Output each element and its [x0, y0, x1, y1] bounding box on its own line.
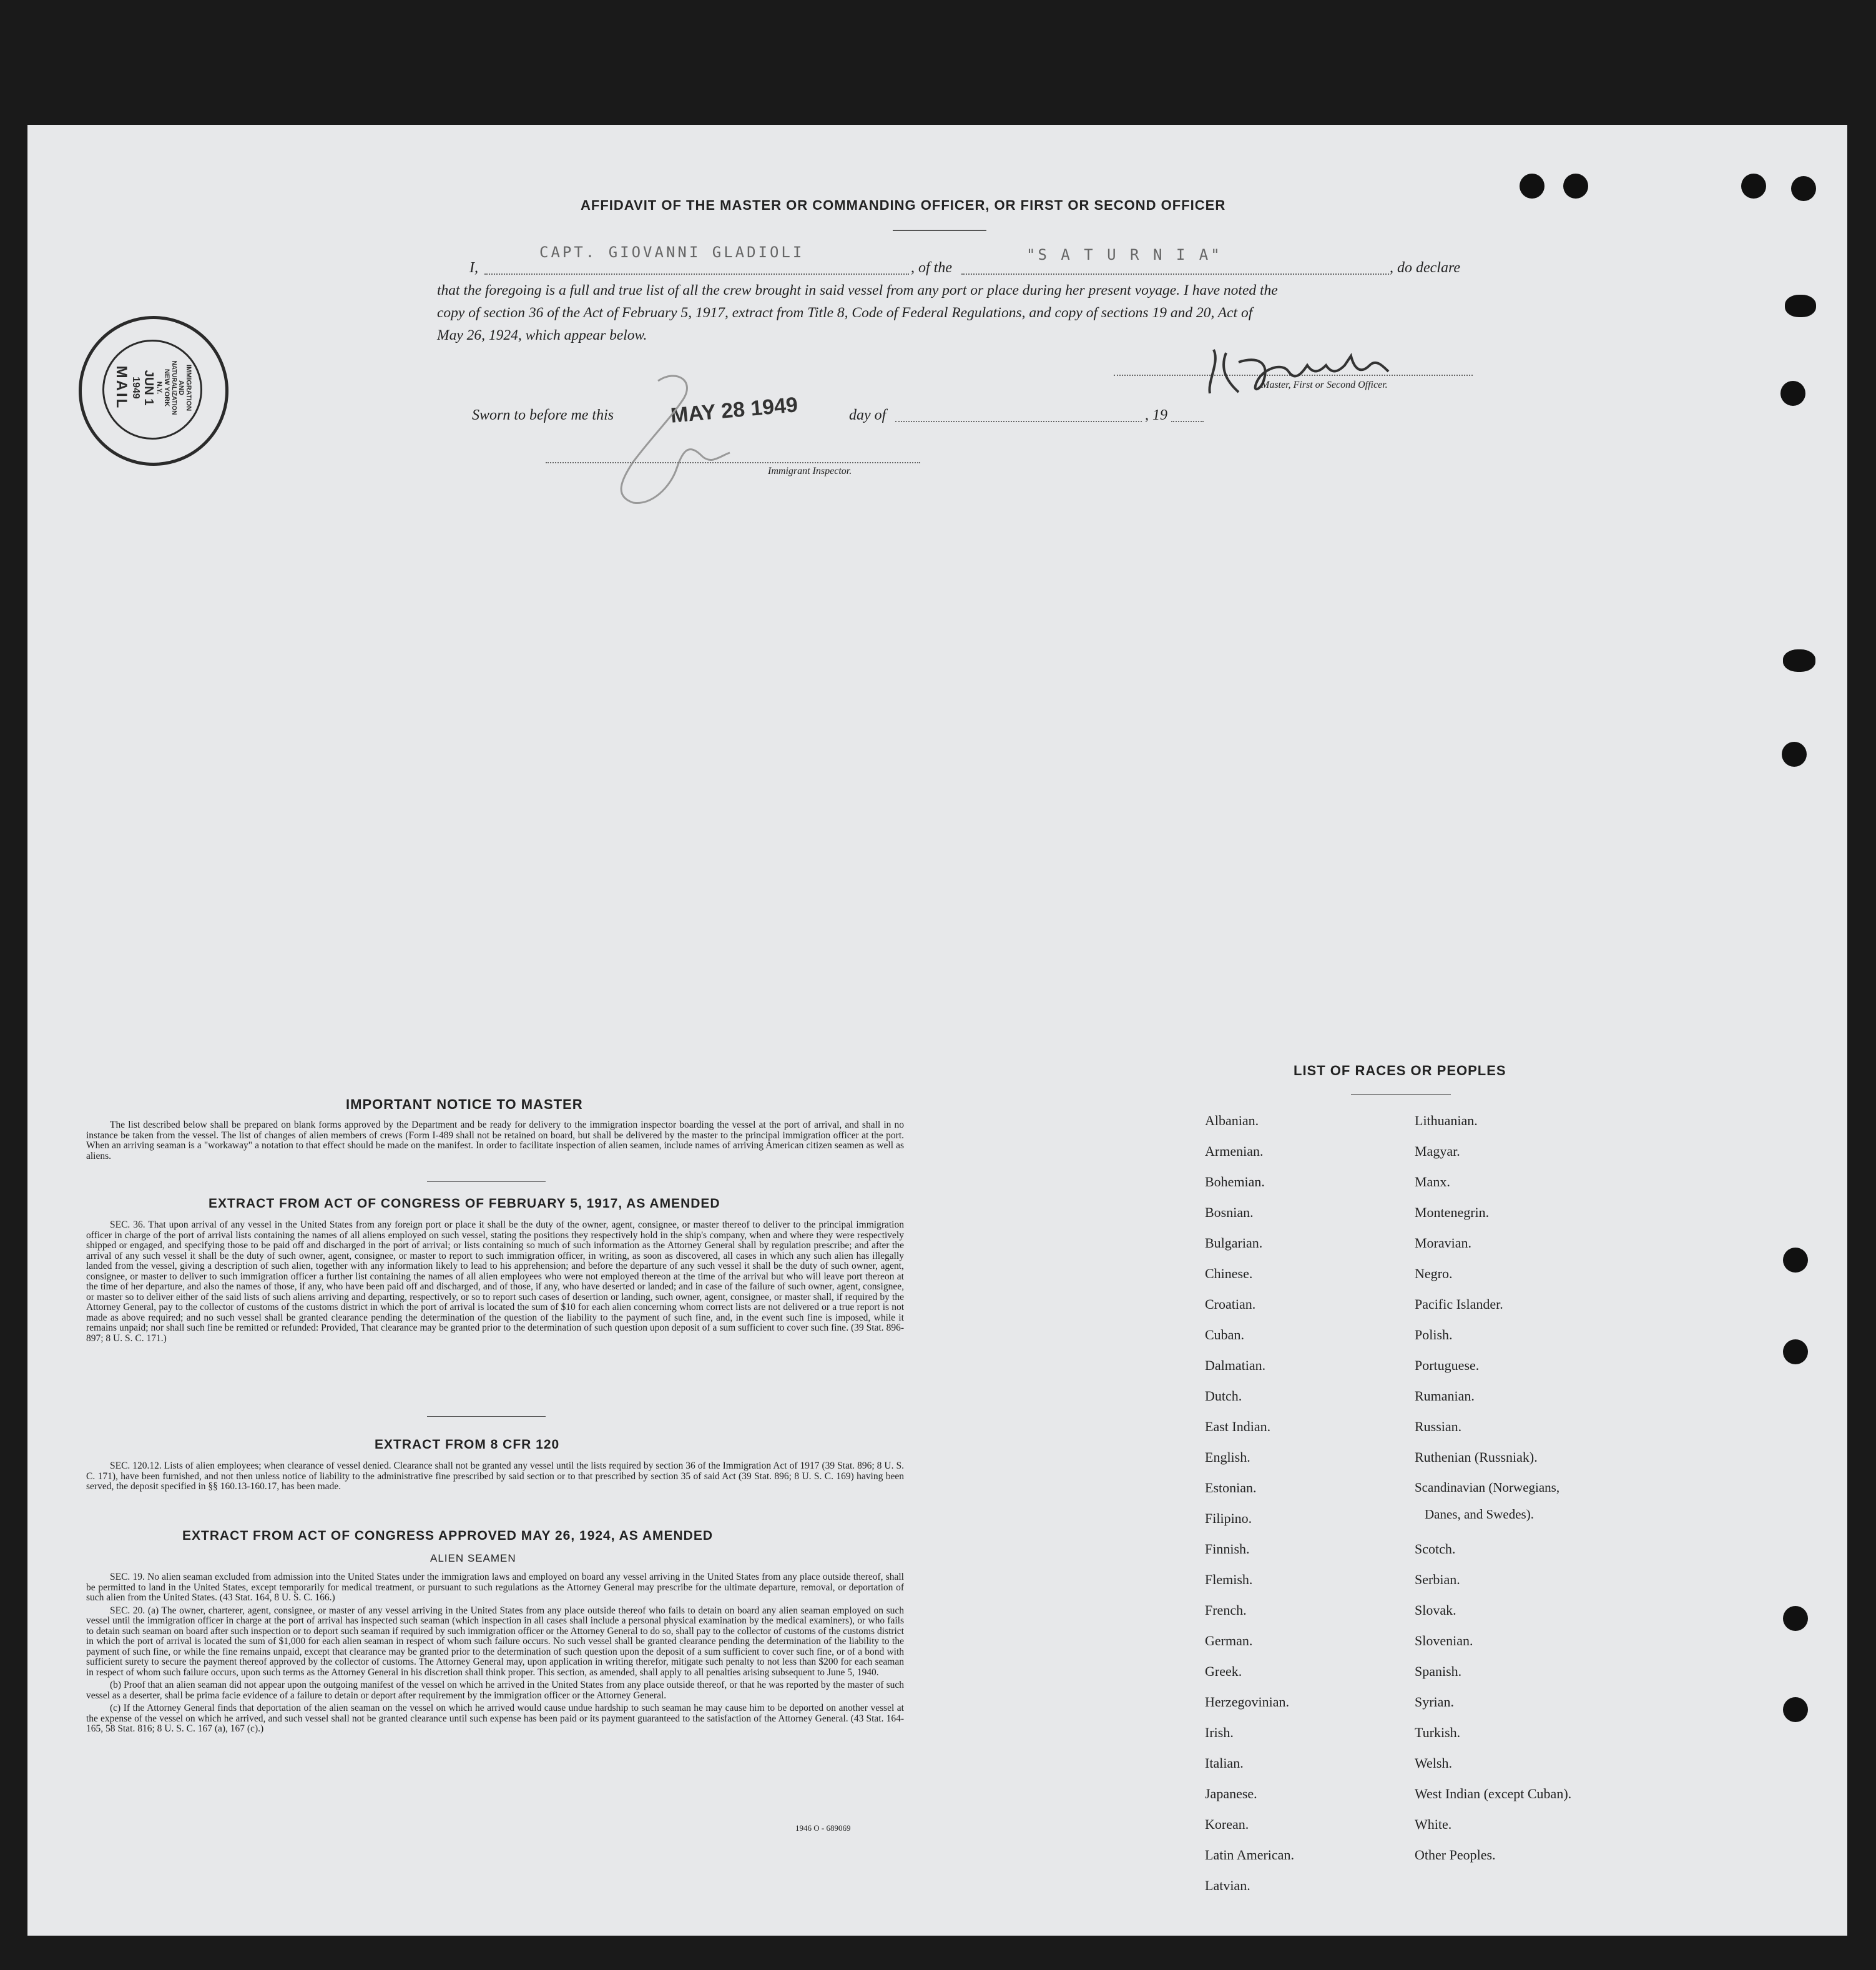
- race-item: Slovenian.: [1415, 1633, 1473, 1648]
- race-item: Ruthenian (Russniak).: [1415, 1449, 1538, 1465]
- extract-1917-text: [86, 1220, 904, 1346]
- notice-title: IMPORTANT NOTICE TO MASTER: [346, 1096, 583, 1112]
- sec-19-paragraph: SEC. 19. No alien seaman excluded from admission into the United States under the immigration laws and employed on board any vessel arriving in the United States from any place outside thereof, shall be permitted to land in the United States, except temporarily for medical treatment, or pursuant to such regulations as the Attorney General may prescribe for the ultimate departure, removal, or deportation of such alien from the United States. (43 Stat. 164, 8 U. S. C. 166.): [86, 1572, 904, 1603]
- postmark-year: 1949: [130, 377, 141, 399]
- sec-20c-paragraph: (c) If the Attorney General finds that deportation of the alien seaman on the vessel on which he arrived would cause undue hardship to such seaman he may cause him to be deported on another vessel at the expense of the vessel on which he arrived, and such vessel shall not be granted clearance until such expense has been paid or its payment guaranteed to the satisfaction of the Attorney General. (43 Stat. 164-165, 58 Stat. 816; 8 U. S. C. 167 (a), 167 (c).): [86, 1703, 904, 1734]
- race-item: Dalmatian.: [1205, 1357, 1266, 1373]
- race-item: Cuban.: [1205, 1327, 1244, 1342]
- race-item: Irish.: [1205, 1725, 1234, 1740]
- race-item: Bulgarian.: [1205, 1235, 1263, 1251]
- extract-8cfr-title: EXTRACT FROM 8 CFR 120: [375, 1437, 560, 1452]
- vessel-name-line: [961, 273, 1389, 275]
- sec-20b-paragraph: (b) Proof that an alien seaman did not appear upon the outgoing manifest of the vessel on which he arrived in the United States from any place outside thereof, or that he was reported by the master of such vessel as a deserter, shall be prima facie evidence of a failure to detain or deport after requirement by the immigration officer or the Attorney General.: [86, 1680, 904, 1701]
- extract-1917-title: EXTRACT FROM ACT OF CONGRESS OF FEBRUARY 5, 1917, AS AMENDED: [209, 1196, 720, 1211]
- race-item: West Indian (except Cuban).: [1415, 1786, 1572, 1801]
- race-item: Herzegovinian.: [1205, 1694, 1289, 1710]
- race-item: French.: [1205, 1602, 1247, 1618]
- race-item: Syrian.: [1415, 1694, 1454, 1710]
- date-stamp: MAY 28 1949: [669, 393, 799, 428]
- punch-hole: [1741, 174, 1766, 199]
- extract-1917-rule: [427, 1416, 546, 1417]
- print-code: 1946 O - 689069: [795, 1823, 851, 1833]
- of-the-label: , of the: [911, 260, 952, 276]
- race-item: Greek.: [1205, 1663, 1242, 1679]
- master-name[interactable]: CAPT. GIOVANNI GLADIOLI: [539, 244, 805, 261]
- postmark-office-2: AND: [177, 380, 185, 395]
- inspector-caption: Immigrant Inspector.: [768, 466, 852, 476]
- race-item: Serbian.: [1415, 1572, 1460, 1587]
- punch-hole: [1783, 1248, 1808, 1273]
- extract-1924-title: EXTRACT FROM ACT OF CONGRESS APPROVED MAY 26, 1924, AS AMENDED: [182, 1529, 714, 1543]
- extract-1924-text: [86, 1572, 904, 1737]
- punch-hole: [1783, 1339, 1808, 1364]
- race-item: Italian.: [1205, 1755, 1244, 1771]
- race-item: Scandinavian (Norwegians,: [1415, 1480, 1560, 1495]
- extract-8cfr-text: [86, 1461, 904, 1495]
- affidavit-line-4: May 26, 1924, which appear below.: [437, 327, 647, 343]
- race-item: Armenian.: [1205, 1143, 1264, 1159]
- race-item: Polish.: [1415, 1327, 1453, 1342]
- title-underline: [893, 230, 986, 231]
- races-title: LIST OF RACES OR PEOPLES: [1294, 1063, 1506, 1078]
- master-name-line: [484, 273, 909, 275]
- race-item: Bohemian.: [1205, 1174, 1265, 1189]
- extract-1917-paragraph: SEC. 36. That upon arrival of any vessel in the United States from any foreign port or place it shall be the duty of the owner, agent, consignee, or master thereof to deliver to the principal immigration officer in charge of the port of arrival lists containing the names of all aliens employed on such vessel, stating the positions they respectively hold in the ship's company, when and where they were respectively shipped or engaged, and specifying those to be paid off and discharged in the port of arrival; or lists containing so much of such information as the Attorney General shall by regulation prescribe; and after the arrival of any such vessel it shall be the duty of such owner, agent, consignee, or master to report to such immigration officer, in writing, as soon as discovered, all cases in which any such alien has illegally landed from the vessel, giving a description of such alien, together with any information likely to lead to his apprehension; and before the departure of any such vessel it shall be the duty of such owner, agent, consignee, or master to deliver to such immigration officer a further list containing the names of all alien employees who were not employed thereon at the time of the arrival but who will leave port thereon at the time of her departure, and also the names of those, if any, who have been paid off and discharged, and of those, if any, who have deserted or landed; and in case of the failure of such owner, agent, consignee, or master so to deliver either of the said lists of such aliens arriving and departing, respectively, or so to report such cases of desertion or landing, such owner, agent, consignee, or master shall, if required by the Attorney General, pay to the collector of customs of the customs district in which the port of arrival is located the sum of $10 for each alien concerning whom correct lists are not delivered or a true report is not made as above required; and no such vessel shall be granted clearance pending the determination of the question of the liability to the payment of such fine, and, in the event such fine is imposed, while it remains unpaid; nor shall such fine be remitted or refunded: Provided, That clearance may be granted prior to the determination of such question upon deposit of a sum sufficient to cover such fine. (39 Stat. 896-897; 8 U. S. C. 171.): [86, 1219, 904, 1344]
- document-page: [27, 125, 1847, 1936]
- extract-8cfr-paragraph: SEC. 120.12. Lists of alien employees; when clearance of vessel denied. Clearance shall not be granted any vessel until the lists required by section 36 of the Immigration Act of 1917 (39 Stat. 896; 8 U. S. C. 171), have been furnished, and not then unless notice of liability to the administrative fine prescribed by said section or to that prescribed by section 35 of said Act (39 Stat. 896; 8 U. S. C. 169) having been served, the deposit specified in §§ 160.13-160.17, has been made.: [86, 1460, 904, 1492]
- punch-hole: [1783, 649, 1815, 672]
- affidavit-line-3: copy of section 36 of the Act of February 5, 1917, extract from Title 8, Code of Federal Regulations, and copy of sections 19 and 20, Act of: [437, 305, 1253, 321]
- race-item: Lithuanian.: [1415, 1113, 1478, 1128]
- year-label: , 19: [1145, 407, 1167, 423]
- punch-hole: [1785, 295, 1816, 317]
- affidavit-title: AFFIDAVIT OF THE MASTER OR COMMANDING OFFICER, OR FIRST OR SECOND OFFICER: [581, 197, 1226, 213]
- race-item: White.: [1415, 1816, 1452, 1832]
- race-item: Rumanian.: [1415, 1388, 1475, 1404]
- postmark-word: MAIL: [113, 365, 130, 410]
- race-item: Dutch.: [1205, 1388, 1242, 1404]
- race-item: Danes, and Swedes).: [1425, 1507, 1534, 1522]
- postmark-office-4: NEW YORK: [163, 368, 170, 407]
- inspector-signature: [577, 362, 777, 512]
- postmark-center: [102, 340, 199, 436]
- extract-1924-subtitle: ALIEN SEAMEN: [430, 1552, 516, 1564]
- race-item: English.: [1205, 1449, 1250, 1465]
- punch-hole: [1791, 176, 1816, 201]
- punch-hole: [1780, 381, 1805, 406]
- notice-text: [86, 1120, 904, 1164]
- sworn-label: Sworn to before me this: [472, 407, 614, 423]
- race-item: Bosnian.: [1205, 1204, 1254, 1220]
- race-item: Moravian.: [1415, 1235, 1472, 1251]
- race-item: Negro.: [1415, 1266, 1453, 1281]
- vessel-name[interactable]: "S A T U R N I A": [1026, 246, 1222, 263]
- year-line: [1171, 421, 1204, 422]
- punch-hole: [1782, 742, 1807, 767]
- race-item: Filipino.: [1205, 1510, 1252, 1526]
- signature-caption: Master, First or Second Officer.: [1261, 380, 1388, 390]
- postmark-office-1: IMMIGRATION: [185, 364, 192, 411]
- race-item: Japanese.: [1205, 1786, 1257, 1801]
- race-item: Estonian.: [1205, 1480, 1257, 1495]
- punch-hole: [1520, 174, 1545, 199]
- race-item: Welsh.: [1415, 1755, 1452, 1771]
- day-of-line: [895, 421, 1142, 422]
- race-item: East Indian.: [1205, 1419, 1271, 1434]
- race-item: Russian.: [1415, 1419, 1462, 1434]
- race-item: Albanian.: [1205, 1113, 1259, 1128]
- race-item: Slovak.: [1415, 1602, 1456, 1618]
- punch-hole: [1563, 174, 1588, 199]
- race-item: Portuguese.: [1415, 1357, 1480, 1373]
- day-of-label: day of: [849, 407, 886, 423]
- notice-paragraph: The list described below shall be prepared on blank forms approved by the Department and be ready for delivery to the immigration inspector boarding the vessel at the port of arrival, and shall in no instance be taken from the vessel. The list of changes of alien members of crews (Form I-489 shall not be retained on board, but shall be delivered by the master to the principal immigration officer at the port. When an arriving seaman is a "workaway" a notation to that effect should be made on the manifest. In order to facilitate inspection of alien seamen, include names of arriving American citizen seamen as well as aliens.: [86, 1120, 904, 1161]
- race-item: Scotch.: [1415, 1541, 1456, 1557]
- race-item: Spanish.: [1415, 1663, 1462, 1679]
- race-item: Croatian.: [1205, 1296, 1256, 1312]
- postmark-day: 1: [142, 398, 155, 406]
- i-label: I,: [469, 260, 478, 276]
- race-item: German.: [1205, 1633, 1253, 1648]
- race-item: Pacific Islander.: [1415, 1296, 1503, 1312]
- race-item: Finnish.: [1205, 1541, 1250, 1557]
- punch-hole: [1783, 1697, 1808, 1722]
- race-item: Flemish.: [1205, 1572, 1253, 1587]
- postmark-month: JUN: [142, 370, 155, 395]
- postmark-office-3: NATURALIZATION: [170, 360, 177, 415]
- race-item: Manx.: [1415, 1174, 1450, 1189]
- races-rule: [1351, 1094, 1451, 1095]
- affidavit-line-2: that the foregoing is a full and true list of all the crew brought in said vessel from any port or place during her present voyage. I have noted the: [437, 282, 1278, 298]
- notice-rule: [427, 1181, 546, 1182]
- race-item: Montenegrin.: [1415, 1204, 1490, 1220]
- sec-20a-paragraph: SEC. 20. (a) The owner, charterer, agent, consignee, or master of any vessel arriving in the United States from any place outside thereof who fails to detain on board any alien seaman employed on such vessel until the immigration officer in charge at the port of arrival has inspected such seaman (which inspection in all cases shall include a personal physical examination by the medical examiners), or who fails to detain such seaman on board after such inspection or to deport such seaman if required by such immigration officer or the Attorney General to do so, shall pay to the collector of customs of the customs district in which the port of arrival is located the sum of $1,000 for each alien seaman in respect of whom such failure occurs. No such vessel shall be granted clearance pending the determination of the liability to the payment of such fine, or while the fine remains unpaid, except that clearance may be granted prior to the determination of such question upon the deposit of a sum sufficient to cover such fine, or of a bond with sufficient surety to secure the payment thereof approved by the collector of customs. The Attorney General may, upon application in writing therefor, mitigate such penalty to not less than $200 for each seaman in respect of whom such failure occurs, upon such terms as the Attorney General in his discretion shall think proper. This section, as amended, shall apply to all penalties arising subsequent to June 5, 1940.: [86, 1605, 904, 1678]
- inspector-line: [546, 462, 920, 463]
- race-item: Korean.: [1205, 1816, 1249, 1832]
- postmark-office-5: N.Y.: [155, 381, 163, 395]
- race-item: Other Peoples.: [1415, 1847, 1496, 1863]
- race-item: Latvian.: [1205, 1878, 1250, 1893]
- race-item: Chinese.: [1205, 1266, 1253, 1281]
- race-item: Latin American.: [1205, 1847, 1294, 1863]
- race-item: Magyar.: [1415, 1143, 1460, 1159]
- race-item: Turkish.: [1415, 1725, 1461, 1740]
- punch-hole: [1783, 1606, 1808, 1631]
- do-declare-label: , do declare: [1390, 260, 1461, 276]
